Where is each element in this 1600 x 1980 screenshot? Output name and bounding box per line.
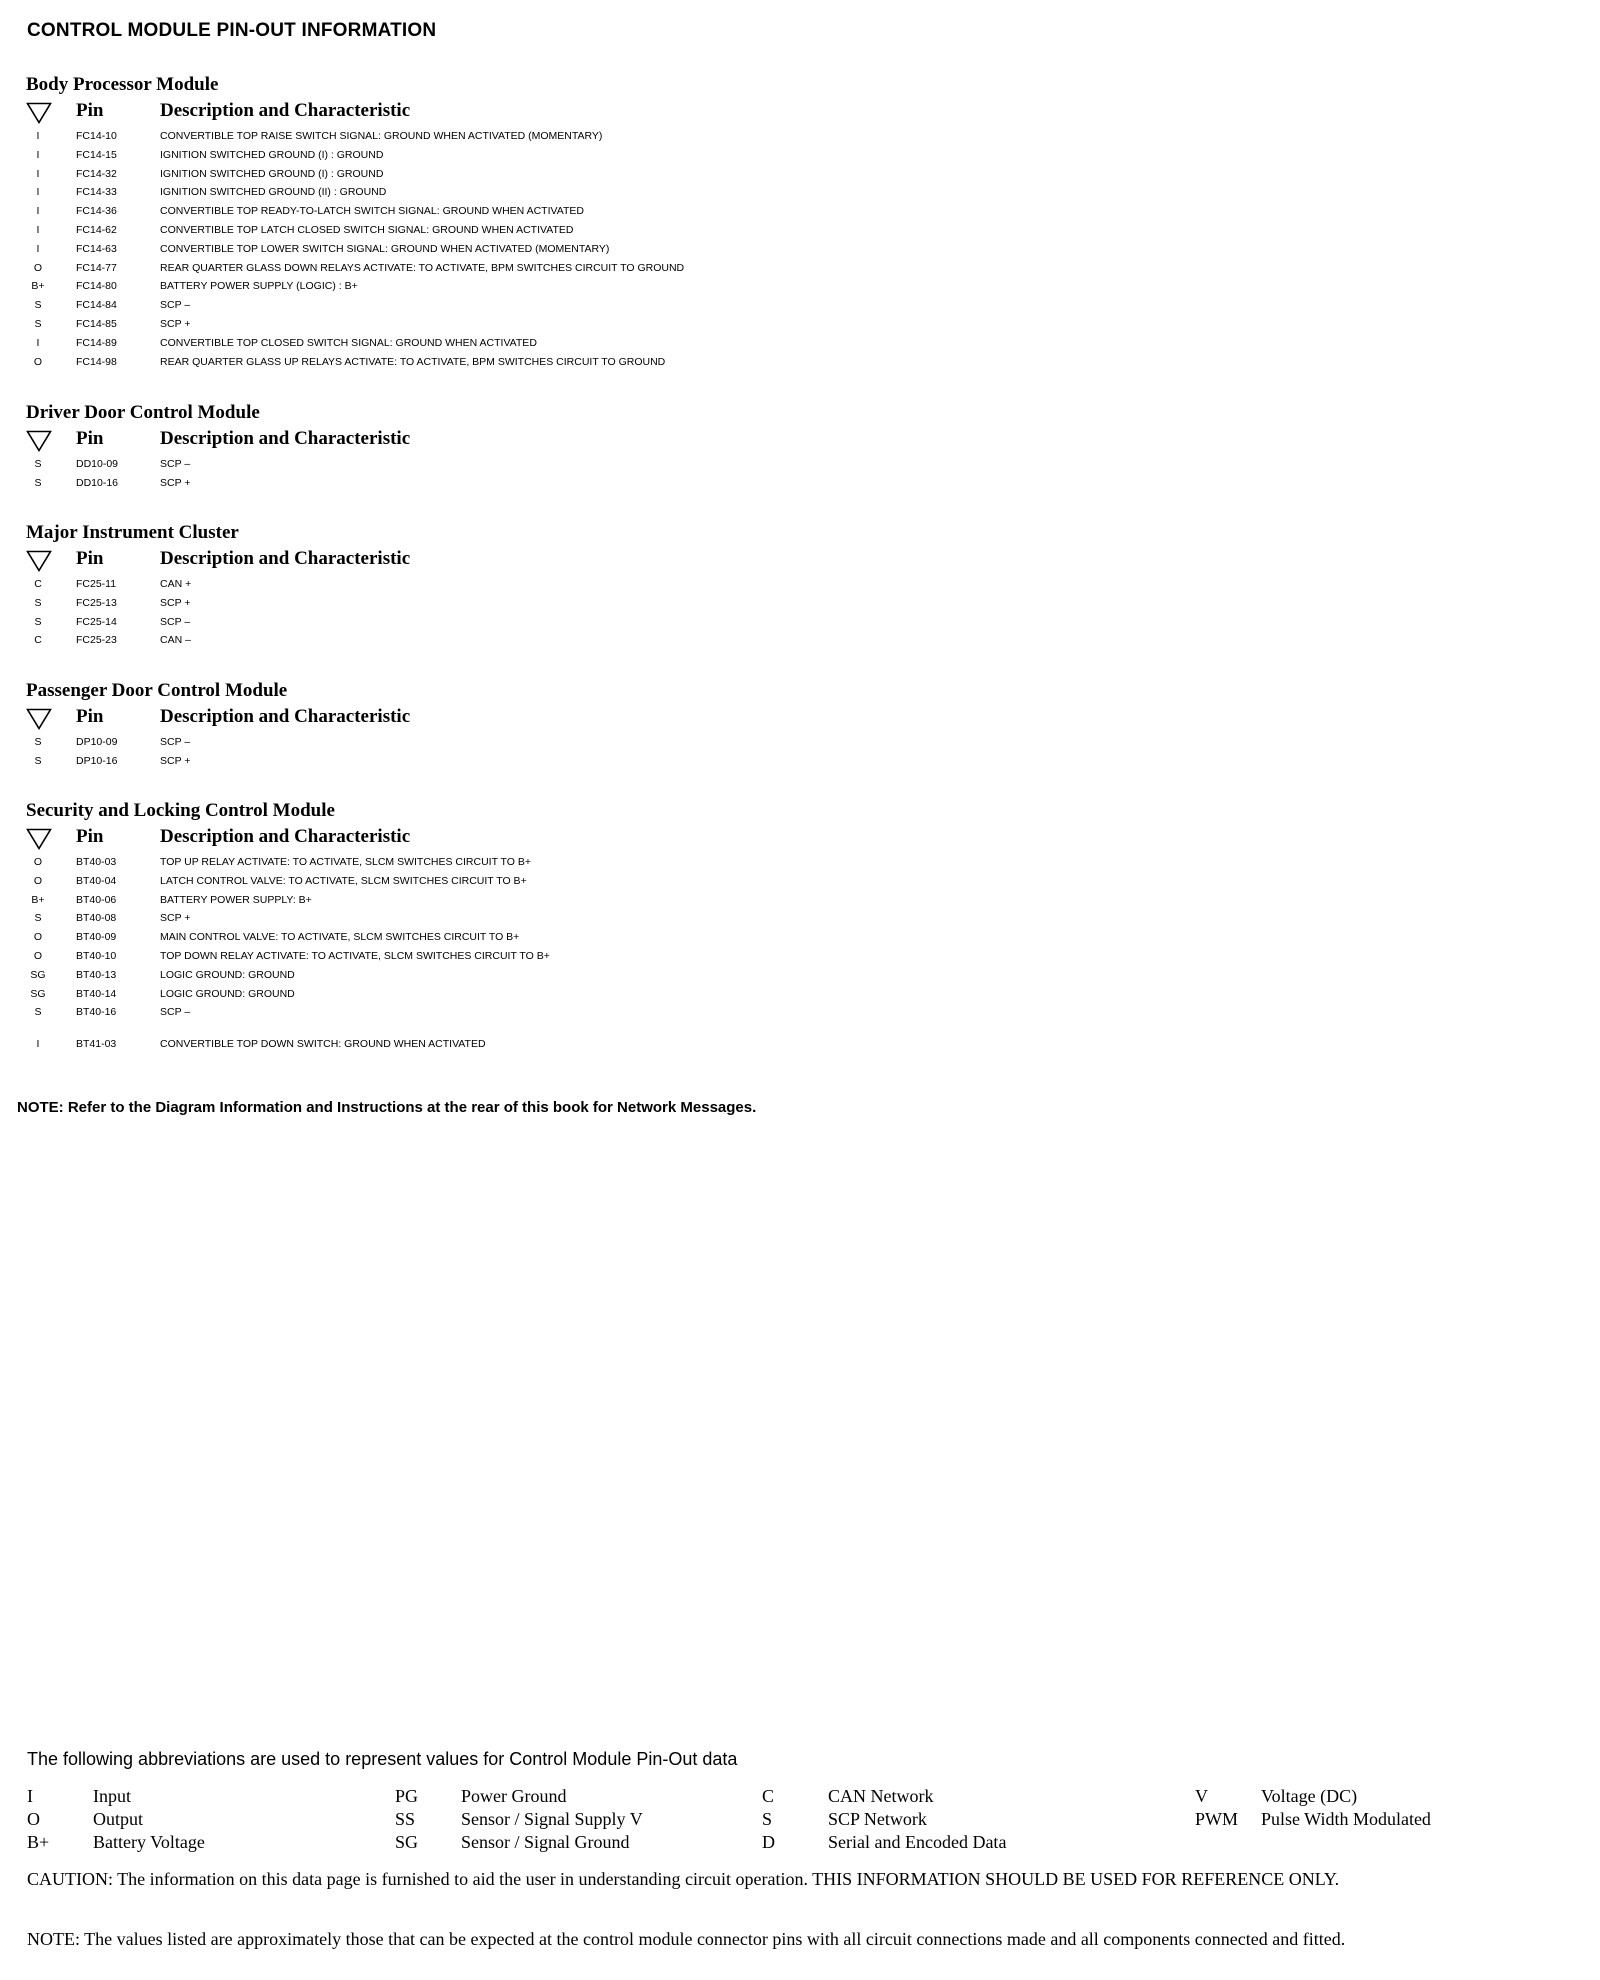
pin-row [26, 128, 1026, 147]
pin-type: S [34, 458, 42, 470]
pin-id: FC14-77 [76, 261, 117, 274]
pin-description: SCP – [160, 1006, 191, 1019]
pin-type: I [36, 1038, 40, 1051]
column-header [26, 704, 1026, 734]
pin-id: BT40-06 [76, 893, 117, 906]
pin-row [26, 203, 1026, 222]
network-note: NOTE: Refer to the Diagram Information and Instructions at the rear of this book for Network Messages. [17, 1099, 757, 1116]
abbreviation-code: B+ [27, 1832, 50, 1852]
pin-description: SCP + [160, 476, 191, 489]
pin-type: I [36, 336, 40, 349]
pin-description: CONVERTIBLE TOP RAISE SWITCH SIGNAL: GROUND WHEN ACTIVATED (MOMENTARY) [160, 130, 603, 142]
pin-type: SG [30, 987, 46, 1000]
pin-type: S [34, 596, 42, 609]
pin-row [26, 147, 1026, 166]
section-title: Security and Locking Control Module [26, 800, 335, 821]
triangle-down-icon [26, 828, 52, 850]
pin-id: BT40-08 [76, 912, 117, 925]
pin-column-header: Pin [76, 428, 104, 449]
pin-row [26, 873, 1026, 892]
pin-id: DP10-09 [76, 736, 118, 748]
pin-id: FC14-15 [76, 148, 117, 161]
pin-row [26, 986, 1026, 1005]
pin-type: SG [30, 968, 46, 981]
abbreviation-meaning: Battery Voltage [93, 1832, 205, 1852]
pin-row [26, 1004, 1026, 1023]
abbreviation-meaning: Sensor / Signal Supply V [461, 1809, 643, 1829]
abbreviation-code: I [27, 1786, 33, 1806]
pin-description: BATTERY POWER SUPPLY: B+ [160, 893, 312, 906]
column-header [26, 824, 1026, 854]
pin-row [26, 734, 1026, 753]
pin-row [26, 166, 1026, 185]
pin-id: BT40-04 [76, 874, 117, 887]
section-title: Driver Door Control Module [26, 402, 260, 423]
module-section [26, 400, 1026, 494]
pin-description: SCP + [160, 596, 191, 609]
pin-row [26, 595, 1026, 614]
pin-description: CONVERTIBLE TOP READY-TO-LATCH SWITCH SIGNAL: GROUND WHEN ACTIVATED [160, 205, 584, 218]
pin-type: I [36, 223, 40, 236]
pin-description: CAN + [160, 578, 192, 590]
abbreviation-meaning: SCP Network [828, 1809, 927, 1829]
pin-description: TOP DOWN RELAY ACTIVATE: TO ACTIVATE, SLCM SWITCHES CIRCUIT TO B+ [160, 949, 550, 962]
pin-id: FC25-23 [76, 634, 117, 647]
pin-description: MAIN CONTROL VALVE: TO ACTIVATE, SLCM SWITCHES CIRCUIT TO B+ [160, 931, 520, 944]
abbreviation-code: PG [395, 1786, 419, 1806]
abbreviation-meaning: CAN Network [828, 1786, 934, 1806]
pin-type: O [33, 856, 43, 868]
pin-row [26, 1036, 1026, 1055]
pin-description: LATCH CONTROL VALVE: TO ACTIVATE, SLCM SWITCHES CIRCUIT TO B+ [160, 874, 527, 887]
pin-description: CAN – [160, 634, 191, 647]
pin-row [26, 335, 1026, 354]
pin-row [26, 632, 1026, 651]
pin-type: I [36, 130, 40, 142]
pin-row [26, 184, 1026, 203]
pin-type: S [34, 476, 42, 489]
pin-id: FC14-33 [76, 186, 117, 199]
module-section [26, 798, 1026, 1055]
pin-description: SCP + [160, 754, 191, 767]
pin-type: O [33, 261, 43, 274]
pin-type: S [34, 912, 42, 925]
pin-description: LOGIC GROUND: GROUND [160, 987, 295, 1000]
triangle-down-icon [26, 102, 52, 124]
pin-row [26, 753, 1026, 772]
pin-type: S [34, 615, 42, 628]
values-note: NOTE: The values listed are approximately those that can be expected at the control module connector pins with all circuit connections made and all components connected and fitted. [27, 1929, 1346, 1949]
pin-row [26, 967, 1026, 986]
pin-row [26, 222, 1026, 241]
pin-row [26, 948, 1026, 967]
pin-row [26, 297, 1026, 316]
abbreviation-code: O [27, 1809, 40, 1829]
pin-row [26, 241, 1026, 260]
module-section [26, 520, 1026, 651]
abbreviations-intro: The following abbreviations are used to represent values for Control Module Pin-Out data [27, 1749, 738, 1769]
pin-row [26, 854, 1026, 873]
abbreviation-code: SG [395, 1832, 419, 1852]
pin-row [26, 929, 1026, 948]
column-header [26, 546, 1026, 576]
description-column-header: Description and Characteristic [160, 706, 411, 727]
pin-id: DP10-16 [76, 754, 118, 767]
pin-description: CONVERTIBLE TOP CLOSED SWITCH SIGNAL: GROUND WHEN ACTIVATED [160, 336, 537, 349]
triangle-down-icon [26, 708, 52, 730]
pin-id: BT40-09 [76, 931, 117, 944]
abbreviation-code: V [1195, 1786, 1208, 1806]
abbreviation-meaning: Sensor / Signal Ground [461, 1832, 630, 1852]
caution-note: CAUTION: The information on this data page is furnished to aid the user in understanding circuit operation. THIS INFORMATION SHOULD BE USED FOR REFERENCE ONLY. [27, 1869, 1340, 1889]
pin-description: SCP – [160, 299, 191, 312]
pin-type: I [36, 167, 40, 180]
pin-id: FC14-32 [76, 167, 117, 180]
pin-type: S [34, 754, 42, 767]
pin-description: SCP + [160, 912, 191, 925]
pin-type: C [34, 634, 42, 647]
pin-row [26, 614, 1026, 633]
pin-type: I [36, 186, 40, 199]
pin-id: FC14-85 [76, 317, 117, 330]
pin-row [26, 260, 1026, 279]
pin-type: S [34, 736, 42, 748]
pin-description: REAR QUARTER GLASS DOWN RELAYS ACTIVATE: TO ACTIVATE, BPM SWITCHES CIRCUIT TO GROUND [160, 261, 685, 274]
pin-type: O [33, 931, 43, 944]
pin-type: B+ [31, 893, 45, 906]
pin-type: I [36, 205, 40, 218]
pin-description: IGNITION SWITCHED GROUND (II) : GROUND [160, 186, 387, 199]
abbreviation-meaning: Output [93, 1809, 144, 1829]
pin-type: C [34, 578, 42, 590]
pin-row [26, 910, 1026, 929]
pin-type: I [36, 242, 40, 255]
pin-type: B+ [31, 280, 45, 293]
pin-id: BT40-03 [76, 856, 117, 868]
pin-type: I [36, 148, 40, 161]
pin-column-header: Pin [76, 826, 104, 847]
abbreviation-code: C [762, 1786, 775, 1806]
pin-description: CONVERTIBLE TOP DOWN SWITCH: GROUND WHEN ACTIVATED [160, 1038, 486, 1051]
module-section [26, 678, 1026, 772]
pin-id: FC14-63 [76, 242, 117, 255]
pin-row [26, 892, 1026, 911]
description-column-header: Description and Characteristic [160, 826, 411, 847]
section-title: Body Processor Module [26, 74, 219, 95]
pin-id: FC25-11 [76, 578, 117, 590]
triangle-down-icon [26, 550, 52, 572]
pin-description: SCP – [160, 458, 191, 470]
pin-column-header: Pin [76, 100, 104, 121]
pin-row [26, 316, 1026, 335]
pin-id: FC14-89 [76, 336, 117, 349]
module-section [26, 72, 1026, 372]
pin-type: S [34, 317, 42, 330]
abbreviation-meaning: Power Ground [461, 1786, 567, 1806]
pin-description: REAR QUARTER GLASS UP RELAYS ACTIVATE: TO ACTIVATE, BPM SWITCHES CIRCUIT TO GROUND [160, 355, 666, 368]
pin-row [26, 576, 1026, 595]
abbreviation-meaning: Pulse Width Modulated [1261, 1809, 1431, 1829]
pin-column-header: Pin [76, 706, 104, 727]
pin-id: FC14-36 [76, 205, 117, 218]
description-column-header: Description and Characteristic [160, 100, 411, 121]
page-title: CONTROL MODULE PIN-OUT INFORMATION [27, 20, 437, 41]
pin-id: BT40-16 [76, 1006, 117, 1019]
pin-row [26, 354, 1026, 373]
pin-description: TOP UP RELAY ACTIVATE: TO ACTIVATE, SLCM SWITCHES CIRCUIT TO B+ [160, 856, 531, 868]
pin-id: DD10-09 [76, 458, 119, 470]
pin-type: O [33, 355, 43, 368]
pin-description: CONVERTIBLE TOP LATCH CLOSED SWITCH SIGNAL: GROUND WHEN ACTIVATED [160, 223, 574, 236]
triangle-down-icon [26, 430, 52, 452]
column-header [26, 426, 1026, 456]
pin-description: SCP – [160, 615, 191, 628]
pin-id: BT41-03 [76, 1038, 117, 1051]
pin-type: S [34, 1006, 42, 1019]
abbreviation-code: S [762, 1809, 773, 1829]
pin-type: O [33, 949, 43, 962]
abbreviation-code: PWM [1195, 1809, 1239, 1829]
description-column-header: Description and Characteristic [160, 428, 411, 449]
description-column-header: Description and Characteristic [160, 548, 411, 569]
pin-id: FC25-13 [76, 596, 117, 609]
column-header [26, 98, 1026, 128]
section-title: Passenger Door Control Module [26, 680, 288, 701]
pin-id: FC25-14 [76, 615, 117, 628]
abbreviation-meaning: Serial and Encoded Data [828, 1832, 1007, 1852]
pin-column-header: Pin [76, 548, 104, 569]
pin-description: IGNITION SWITCHED GROUND (I) : GROUND [160, 167, 384, 180]
pin-type: S [34, 299, 42, 312]
pin-id: BT40-14 [76, 987, 117, 1000]
pin-id: BT40-10 [76, 949, 117, 962]
pin-description: LOGIC GROUND: GROUND [160, 968, 295, 981]
pin-id: BT40-13 [76, 968, 117, 981]
abbreviation-meaning: Input [93, 1786, 131, 1806]
abbreviation-code: SS [395, 1809, 416, 1829]
pin-description: SCP – [160, 736, 191, 748]
pin-row [26, 278, 1026, 297]
pin-row [26, 456, 1026, 475]
pin-type: O [33, 874, 43, 887]
section-title: Major Instrument Cluster [26, 522, 239, 543]
pin-id: DD10-16 [76, 476, 119, 489]
pin-id: FC14-84 [76, 299, 117, 312]
pin-row [26, 475, 1026, 494]
abbreviation-meaning: Voltage (DC) [1261, 1786, 1358, 1806]
pin-description: CONVERTIBLE TOP LOWER SWITCH SIGNAL: GROUND WHEN ACTIVATED (MOMENTARY) [160, 242, 610, 255]
pin-description: SCP + [160, 317, 191, 330]
pin-id: FC14-62 [76, 223, 117, 236]
pin-description: IGNITION SWITCHED GROUND (I) : GROUND [160, 148, 384, 161]
pin-id: FC14-98 [76, 355, 117, 368]
pin-id: FC14-10 [76, 130, 117, 142]
pin-description: BATTERY POWER SUPPLY (LOGIC) : B+ [160, 280, 358, 293]
abbreviation-code: D [762, 1832, 775, 1852]
pin-id: FC14-80 [76, 280, 117, 293]
